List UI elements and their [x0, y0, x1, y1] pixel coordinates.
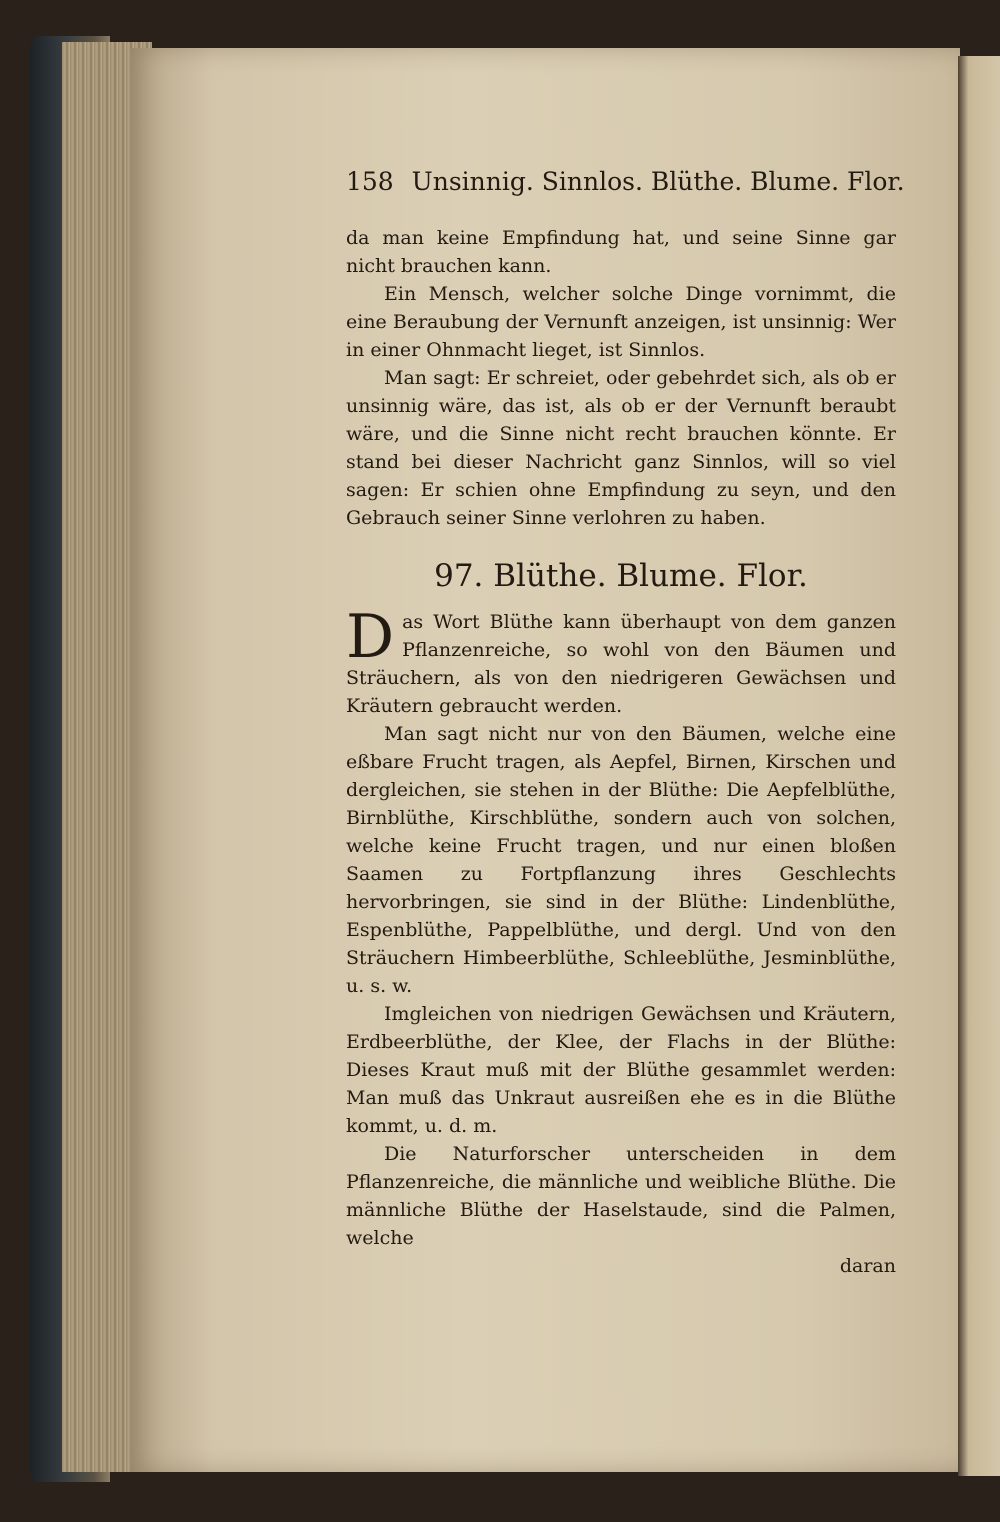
paragraph: Ein Mensch, welcher solche Dinge vornimmt, die eine Beraubung der Vernunft anzeigen, ist unsinnig: Wer in einer Ohnmacht lieget, ist Sinnlos. [346, 283, 896, 361]
paragraph: Imgleichen von niedrigen Gewächsen und Kräutern, Erdbeerblüthe, der Klee, der Flachs in der Blüthe: Dieses Kraut muß mit der Blüthe gesammlet werden: Man muß das Unkraut ausreißen ehe es in die Blüthe kommt, u. d. m. [346, 1003, 896, 1137]
drop-cap: D [346, 602, 395, 672]
facing-page-edge [958, 56, 1000, 1476]
running-head-title: Unsinnig. Sinnlos. Blüthe. Blume. Flor. [411, 167, 905, 196]
catchword: daran [839, 1255, 896, 1277]
first-paragraph-text: as Wort Blüthe kann überhaupt von dem ganzen Pflanzenreiche, so wohl von den Bäumen und Sträuchern, als von den niedrigeren Gewächsen und Kräutern gebraucht werden. [346, 611, 896, 717]
paragraph: Man sagt: Er schreiet, oder gebehrdet sich, als ob er unsinnig wäre, das ist, als ob er der Vernunft beraubt wäre, und die Sinne nicht recht brauchen könnte. Er stand bei dieser Nachricht ganz Sinnlos, will so viel sagen: Er schien ohne Empfindung zu seyn, und den Gebrauch seiner Sinne verlohren zu haben. [346, 367, 896, 529]
page-content [346, 160, 905, 1280]
paragraph-continuation: da man keine Empfindung hat, und seine Sinne gar nicht brauchen kann. [346, 227, 896, 277]
paragraph: Die Naturforscher unterscheiden in dem Pflanzenreiche, die männliche und weibliche Blüthe. Die männliche Blüthe der Haselstaude, sind die Palmen, welche [346, 1143, 896, 1249]
running-head [346, 160, 905, 204]
section-heading: 97. Blüthe. Blume. Flor. [434, 558, 808, 594]
section-first-paragraph [346, 602, 896, 720]
page-number: 158 [346, 167, 394, 196]
paragraph: Man sagt nicht nur von den Bäumen, welche eine eßbare Frucht tragen, als Aepfel, Birnen, Kirschen und dergleichen, sie stehen in der Blüthe: Die Aepfelblüthe, Birnblüthe, Kirschblüthe, sondern auch von solchen, welche keine Frucht tragen, und nur einen bloßen Saamen zu Fortpflanzung ihres Geschlechts hervorbringen, sie sind in der Blüthe: Lindenblüthe, Espenblüthe, Pappelblüthe, und dergl. Und von den Sträuchern Himbeerblüthe, Schleeblüthe, Jesminblüthe, u. s. w. [346, 723, 896, 997]
